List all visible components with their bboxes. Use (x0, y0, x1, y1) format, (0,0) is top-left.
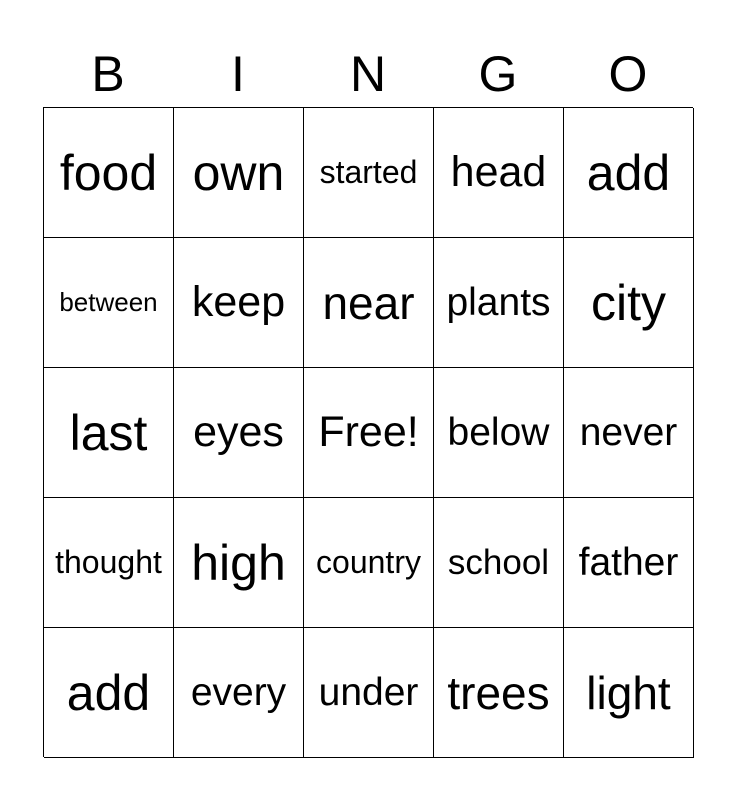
bingo-cell[interactable]: high (174, 498, 304, 628)
bingo-cell[interactable]: food (44, 108, 174, 238)
bingo-cell[interactable]: own (174, 108, 304, 238)
bingo-cell[interactable]: started (304, 108, 434, 238)
bingo-cell[interactable]: add (564, 108, 694, 238)
bingo-cell[interactable]: country (304, 498, 434, 628)
free-space-cell[interactable]: Free! (304, 368, 434, 498)
bingo-cell[interactable]: add (44, 628, 174, 758)
header-letter-o: O (608, 46, 648, 102)
bingo-cell[interactable]: between (44, 238, 174, 368)
bingo-header (43, 40, 693, 108)
bingo-cell[interactable]: light (564, 628, 694, 758)
bingo-cell[interactable]: trees (434, 628, 564, 758)
bingo-cell[interactable]: father (564, 498, 694, 628)
bingo-cell[interactable]: city (564, 238, 694, 368)
bingo-cell[interactable]: keep (174, 238, 304, 368)
bingo-cell[interactable]: thought (44, 498, 174, 628)
bingo-cell[interactable]: under (304, 628, 434, 758)
bingo-board (43, 107, 693, 757)
bingo-cell[interactable]: every (174, 628, 304, 758)
bingo-cell[interactable]: head (434, 108, 564, 238)
header-letter-i: I (231, 46, 245, 102)
header-letter-b: B (91, 46, 125, 102)
bingo-cell[interactable]: last (44, 368, 174, 498)
bingo-cell[interactable]: school (434, 498, 564, 628)
bingo-cell[interactable]: plants (434, 238, 564, 368)
bingo-cell[interactable]: eyes (174, 368, 304, 498)
header-letter-n: N (349, 46, 387, 102)
bingo-cell[interactable]: near (304, 238, 434, 368)
bingo-cell[interactable]: below (434, 368, 564, 498)
bingo-cell[interactable]: never (564, 368, 694, 498)
header-letter-g: G (478, 46, 518, 102)
